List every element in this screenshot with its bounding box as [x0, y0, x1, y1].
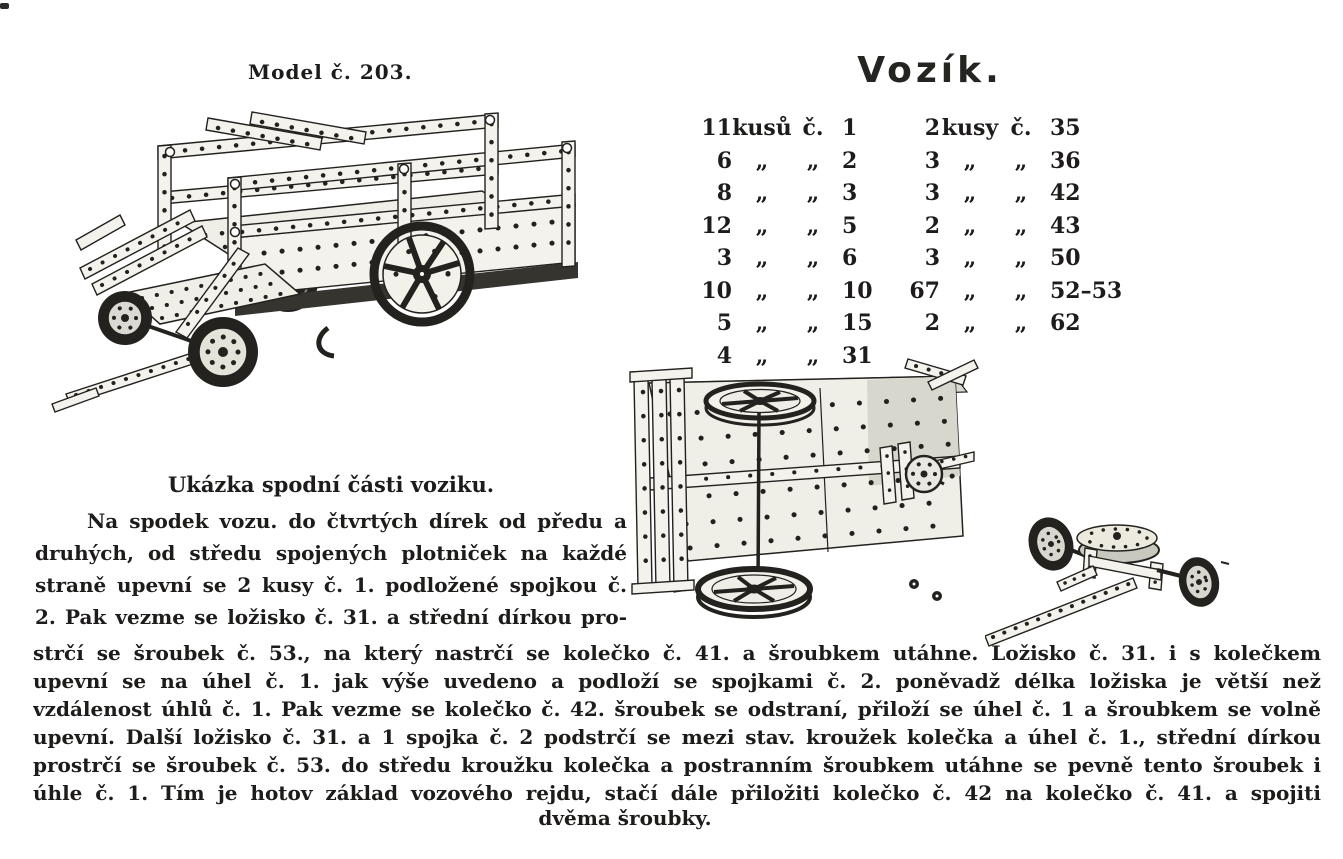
paragraph-line: Na spodek vozu. do čtvrtých dírek od předu a — [87, 509, 627, 533]
left-disc-wheel — [1022, 512, 1081, 577]
paragraph-line: prostrčí se šroubek č. 53. do středu kroužku kolečka a postranním šroubkem utáhne se pevně tento šroubek i — [33, 753, 1321, 777]
wagon-underside-illustration — [622, 356, 1008, 642]
parts-row: 67 „ „ 52–53 — [909, 277, 1123, 304]
paragraph-line: 2. Pak vezme se ložisko č. 31. a střední dírkou pro- — [35, 605, 627, 629]
paragraph-line: strčí se šroubek č. 53., na který nastrčí se kolečko č. 41. a šroubkem utáhne. Ložisko č. 31. i s kolečkem — [33, 641, 1321, 665]
model-caption: Model č. 203. — [248, 60, 413, 84]
parts-row: 3 „ „ 6 — [716, 245, 858, 271]
parts-row: 2 „ „ 62 — [924, 310, 1081, 336]
scan-mark — [1221, 562, 1229, 564]
axle-rod — [758, 412, 759, 588]
paragraph-line: úhle č. 1. Tím je hotov základ vozového rejdu, stačí dále přiložiti kolečko č. 42 na kolečko č. 41. a spojiti — [33, 781, 1321, 805]
bottom-spoked-wheel — [698, 569, 810, 617]
parts-row: 2 „ „ 43 — [924, 212, 1081, 239]
parts-row: 3 „ „ 42 — [924, 180, 1081, 206]
parts-row: 11 kusů č. 1 — [701, 115, 858, 141]
wagon-model-illustration — [30, 88, 650, 443]
parts-list-right — [894, 112, 1128, 340]
rear-near-wheel — [374, 226, 470, 322]
scan-artifact — [0, 3, 9, 9]
left-end-frame — [630, 368, 694, 594]
loose-nuts — [909, 579, 942, 601]
parts-row: 6 „ „ 2 — [716, 147, 858, 174]
parts-row: 4 „ „ 31 — [716, 342, 873, 369]
parts-row: 2 kusy č. 35 — [924, 115, 1081, 141]
paragraph-line: vzdálenost úhlů č. 1. Pak vezme se kolečko č. 42. šroubek se odstraní, přiloží se úhel č. 1 a šroubkem se volně — [33, 697, 1321, 721]
page-title: Vozík. — [857, 50, 1003, 91]
paragraph-line: druhých, od středu spojených plotniček na každé — [35, 541, 627, 565]
front-axle-illustration — [985, 490, 1247, 650]
parts-row: 3 „ „ 36 — [924, 147, 1081, 174]
parts-row: 5 „ „ 15 — [716, 310, 873, 336]
main-paragraph — [33, 639, 1321, 807]
parts-row: 3 „ „ 50 — [924, 245, 1081, 271]
paragraph-line: straně upevní se 2 kusy č. 1. podložené spojkou č. — [35, 573, 627, 597]
paragraph-line: upevní. Další ložisko č. 31. a 1 spojka č. 2 podstrčí se mezi stav. kroužek kolečka a úhel č. 1., střední dírkou — [33, 725, 1321, 749]
paragraph-last-line: dvěma šroubky. — [538, 806, 712, 830]
underside-caption: Ukázka spodní části voziku. — [167, 472, 495, 497]
parts-row: 8 „ „ 3 — [716, 180, 858, 206]
parts-row: 12 „ „ 5 — [701, 212, 858, 239]
paragraph-line: upevní se na úhel č. 1. jak výše uvedeno a podloží se spojkami č. 2. poněvadž délka ložiska je větší než — [33, 669, 1321, 693]
intro-paragraph — [35, 505, 627, 633]
parts-row: 10 „ „ 10 — [701, 277, 873, 304]
right-disc-wheel — [1174, 553, 1224, 610]
parts-list-left — [686, 112, 920, 372]
